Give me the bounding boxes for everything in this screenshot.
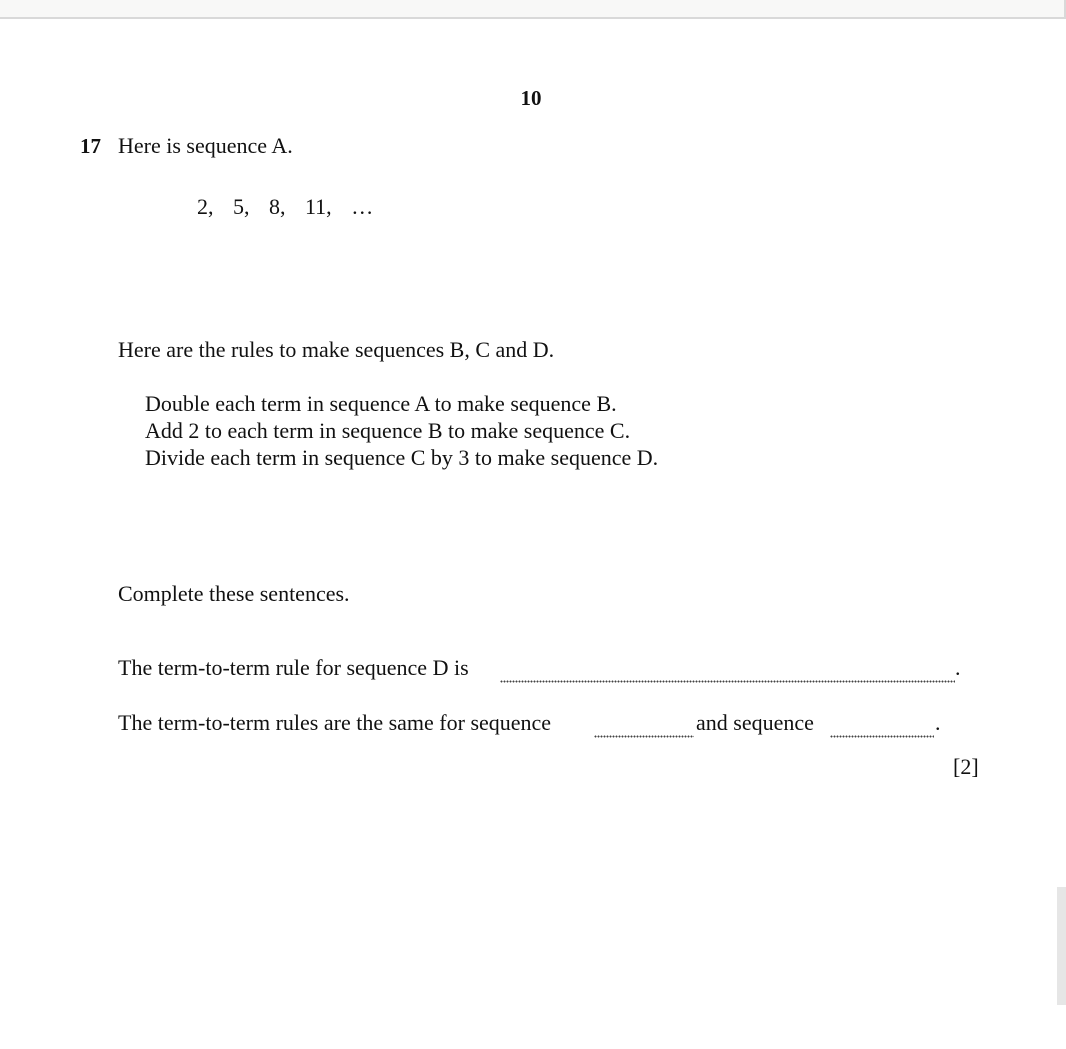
answer-line-sequence-1[interactable] (594, 735, 694, 738)
page-number: 10 (520, 86, 542, 110)
rule-b: Double each term in sequence A to make sequence B. (145, 391, 617, 416)
sequence-term: 11, (305, 194, 332, 219)
answer-line-sequence-2[interactable] (830, 735, 934, 738)
marks-label: [2] (953, 754, 979, 779)
scrollbar-thumb[interactable] (1057, 887, 1066, 1005)
sequence-term: 2, (197, 194, 214, 219)
sequence-a (197, 194, 387, 220)
sequence-term: 5, (233, 194, 250, 219)
sentence-same-rules: The term-to-term rules are the same for sequence (118, 710, 552, 735)
sentence-rule-d: The term-to-term rule for sequence D is (118, 655, 469, 680)
sequence-term: 8, (269, 194, 286, 219)
rule-c: Add 2 to each term in sequence B to make sequence C. (145, 418, 631, 443)
rule-d: Divide each term in sequence C by 3 to make sequence D. (145, 445, 659, 470)
sentence-same-rules-mid: and sequence (696, 710, 814, 735)
question-intro: Here is sequence A. (118, 133, 293, 158)
sequence-ellipsis: … (351, 194, 374, 219)
question-number: 17 (80, 134, 101, 158)
rules-intro: Here are the rules to make sequences B, C and D. (118, 337, 555, 362)
sentence-same-rules-end: . (935, 710, 941, 735)
instruction: Complete these sentences. (118, 581, 350, 606)
top-toolbar (0, 0, 1066, 19)
answer-line-rule-d[interactable] (500, 680, 955, 683)
sentence-rule-d-end: . (955, 655, 961, 680)
